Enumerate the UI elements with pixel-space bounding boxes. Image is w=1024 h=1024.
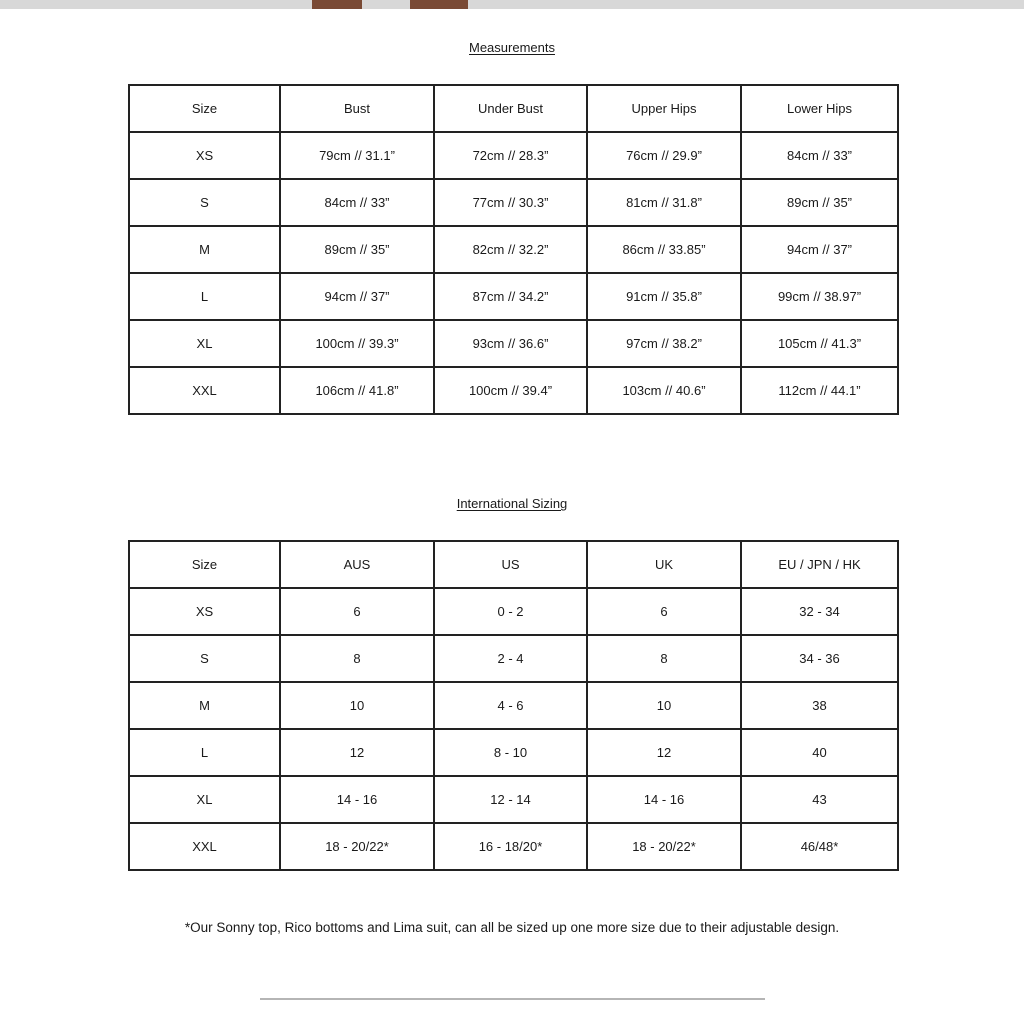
table-row [129, 132, 898, 179]
table-cell: 99cm // 38.97” [741, 273, 898, 320]
table-cell: 79cm // 31.1” [280, 132, 434, 179]
size-cell: M [129, 226, 280, 273]
table-cell: 8 [280, 635, 434, 682]
column-header: Bust [280, 85, 434, 132]
size-cell: S [129, 635, 280, 682]
size-cell: L [129, 273, 280, 320]
table-cell: 6 [280, 588, 434, 635]
table-cell: 8 - 10 [434, 729, 587, 776]
table-cell: 82cm // 32.2” [434, 226, 587, 273]
table-cell: 34 - 36 [741, 635, 898, 682]
column-header: AUS [280, 541, 434, 588]
table-row [129, 226, 898, 273]
table-cell: 84cm // 33” [741, 132, 898, 179]
table-cell: 6 [587, 588, 741, 635]
table-row [129, 776, 898, 823]
size-cell: XS [129, 588, 280, 635]
column-header: Lower Hips [741, 85, 898, 132]
table-cell: 16 - 18/20* [434, 823, 587, 870]
table-row [129, 367, 898, 414]
table-cell: 18 - 20/22* [280, 823, 434, 870]
product-photo-fragment [410, 0, 468, 9]
column-header: Under Bust [434, 85, 587, 132]
column-header: EU / JPN / HK [741, 541, 898, 588]
size-cell: XXL [129, 367, 280, 414]
table-cell: 46/48* [741, 823, 898, 870]
table-cell: 77cm // 30.3” [434, 179, 587, 226]
column-header: US [434, 541, 587, 588]
table-cell: 32 - 34 [741, 588, 898, 635]
table-cell: 18 - 20/22* [587, 823, 741, 870]
table-cell: 2 - 4 [434, 635, 587, 682]
table-cell: 8 [587, 635, 741, 682]
table-cell: 94cm // 37” [280, 273, 434, 320]
table-cell: 12 [280, 729, 434, 776]
table-cell: 10 [587, 682, 741, 729]
table-cell: 0 - 2 [434, 588, 587, 635]
size-cell: XS [129, 132, 280, 179]
size-cell: S [129, 179, 280, 226]
table-cell: 40 [741, 729, 898, 776]
column-header: Size [129, 541, 280, 588]
international-sizing-title: International Sizing [456, 496, 568, 511]
table-cell: 97cm // 38.2” [587, 320, 741, 367]
table-cell: 38 [741, 682, 898, 729]
column-header: UK [587, 541, 741, 588]
table-cell: 72cm // 28.3” [434, 132, 587, 179]
table-cell: 81cm // 31.8” [587, 179, 741, 226]
table-cell: 106cm // 41.8” [280, 367, 434, 414]
table-cell: 14 - 16 [280, 776, 434, 823]
table-cell: 112cm // 44.1” [741, 367, 898, 414]
table-row [129, 729, 898, 776]
size-cell: L [129, 729, 280, 776]
table-cell: 100cm // 39.3” [280, 320, 434, 367]
table-row [129, 682, 898, 729]
table-cell: 103cm // 40.6” [587, 367, 741, 414]
table-cell: 89cm // 35” [741, 179, 898, 226]
table-cell: 87cm // 34.2” [434, 273, 587, 320]
table-row [129, 588, 898, 635]
column-header: Size [129, 85, 280, 132]
table-cell: 10 [280, 682, 434, 729]
table-row [129, 823, 898, 870]
table-row [129, 320, 898, 367]
table-cell: 105cm // 41.3” [741, 320, 898, 367]
table-cell: 100cm // 39.4” [434, 367, 587, 414]
table-cell: 4 - 6 [434, 682, 587, 729]
table-cell: 93cm // 36.6” [434, 320, 587, 367]
product-photo-edge [0, 0, 1024, 9]
table-cell: 89cm // 35” [280, 226, 434, 273]
table-cell: 91cm // 35.8” [587, 273, 741, 320]
table-cell: 43 [741, 776, 898, 823]
table-cell: 94cm // 37” [741, 226, 898, 273]
divider [260, 998, 765, 1000]
table-cell: 84cm // 33” [280, 179, 434, 226]
size-cell: M [129, 682, 280, 729]
table-cell: 12 [587, 729, 741, 776]
table-cell: 14 - 16 [587, 776, 741, 823]
header-row [129, 85, 898, 132]
column-header: Upper Hips [587, 85, 741, 132]
international-sizing-table [128, 540, 899, 871]
size-cell: XXL [129, 823, 280, 870]
header-row [129, 541, 898, 588]
measurements-table [128, 84, 899, 415]
table-row [129, 179, 898, 226]
table-row [129, 273, 898, 320]
size-cell: XL [129, 776, 280, 823]
measurements-title: Measurements [469, 40, 555, 55]
table-cell: 86cm // 33.85” [587, 226, 741, 273]
table-row [129, 635, 898, 682]
product-photo-fragment [312, 0, 362, 9]
table-cell: 76cm // 29.9” [587, 132, 741, 179]
sizing-footnote: *Our Sonny top, Rico bottoms and Lima suit, can all be sized up one more size due to their adjustable design. [184, 920, 840, 935]
size-cell: XL [129, 320, 280, 367]
table-cell: 12 - 14 [434, 776, 587, 823]
